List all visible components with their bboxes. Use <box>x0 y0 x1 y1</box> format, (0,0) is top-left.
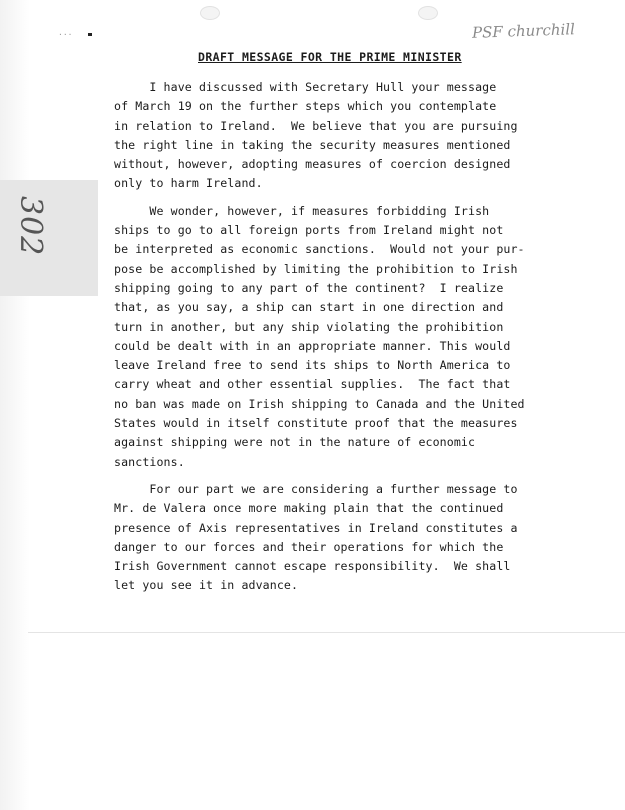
punch-hole <box>418 6 438 20</box>
text-line: carry wheat and other essential supplies. The fact that <box>114 377 511 392</box>
text-line: no ban was made on Irish shipping to Canada and the United <box>114 396 525 411</box>
text-line: pose be accomplished by limiting the prohibition to Irish <box>114 261 518 276</box>
punch-hole <box>200 6 220 20</box>
paragraph-1 <box>114 78 584 194</box>
text-line: presence of Axis representatives in Ireland constitutes a <box>114 520 518 535</box>
text-line: shipping going to any part of the continent? I realize <box>114 280 504 295</box>
margin-tick: ... <box>58 28 73 37</box>
page-fold-line <box>28 632 625 633</box>
ink-mark <box>88 33 92 36</box>
text-line: I have discussed with Secretary Hull your message <box>114 80 497 94</box>
text-line: We wonder, however, if measures forbidding Irish <box>114 203 490 218</box>
text-line: of March 19 on the further steps which you contemplate <box>114 99 497 114</box>
document-title: DRAFT MESSAGE FOR THE PRIME MINISTER <box>198 50 462 64</box>
text-line: sanctions. <box>114 454 185 469</box>
handwritten-file-note: PSF churchill <box>471 20 576 42</box>
text-line: Mr. de Valera once more making plain that the continued <box>114 501 504 516</box>
handwritten-margin-note: 302 <box>13 196 48 257</box>
text-line: States would in itself constitute proof that the measures <box>114 416 518 431</box>
text-line: against shipping were not in the nature of economic <box>114 435 476 450</box>
text-line: let you see it in advance. <box>114 578 299 593</box>
paragraph-3 <box>114 480 584 596</box>
text-line: in relation to Ireland. We believe that you are pursuing <box>114 118 518 133</box>
text-line: that, as you say, a ship can start in one direction and <box>114 300 504 315</box>
text-line: Irish Government cannot escape responsibility. We shall <box>114 559 511 574</box>
paragraph-2 <box>114 202 584 472</box>
text-line: without, however, adopting measures of coercion designed <box>114 157 511 172</box>
text-line: For our part we are considering a further message to <box>114 481 518 496</box>
text-line: leave Ireland free to send its ships to North America to <box>114 358 511 373</box>
document-body <box>114 78 584 604</box>
text-line: the right line in taking the security measures mentioned <box>114 137 511 152</box>
text-line: turn in another, but any ship violating the prohibition <box>114 319 504 334</box>
text-line: be interpreted as economic sanctions. Would not your pur- <box>114 242 525 257</box>
text-line: only to harm Ireland. <box>114 176 263 191</box>
text-line: ships to go to all foreign ports from Ireland might not <box>114 223 504 238</box>
text-line: danger to our forces and their operations for which the <box>114 539 504 554</box>
text-line: could be dealt with in an appropriate manner. This would <box>114 338 511 353</box>
page-edge-shadow <box>0 0 30 810</box>
